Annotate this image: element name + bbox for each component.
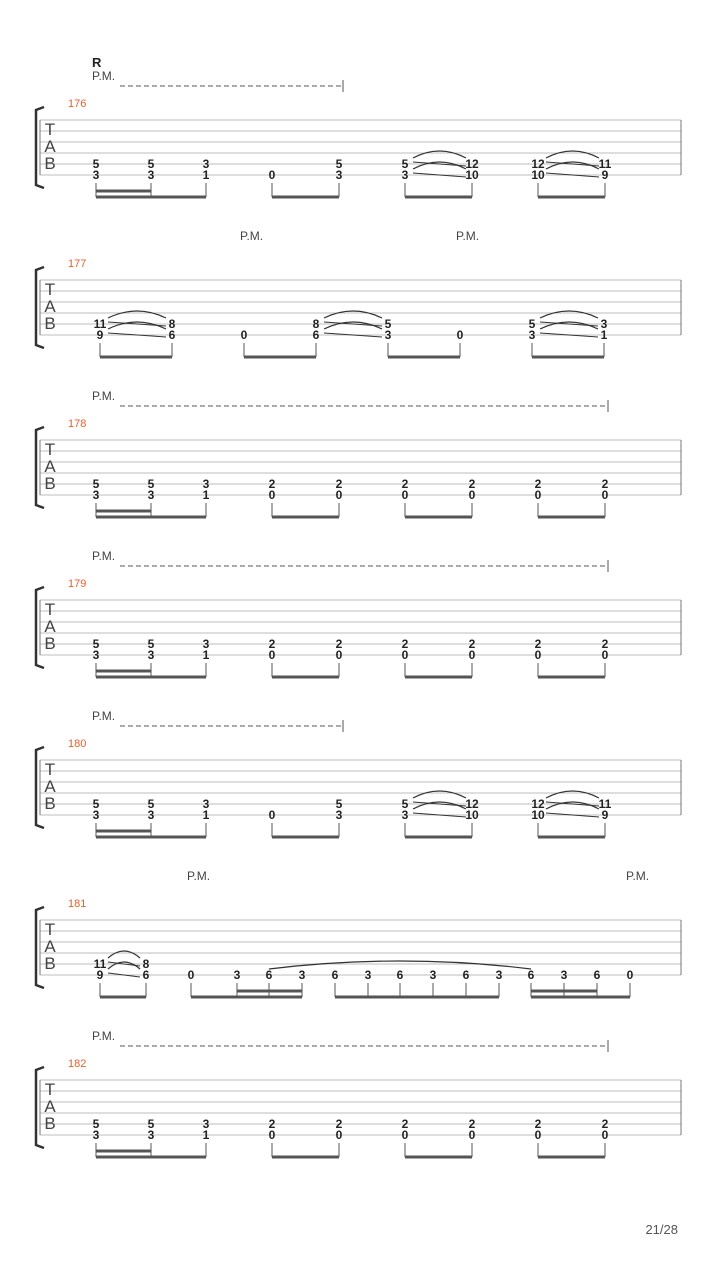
fret-number: 3 [202,477,210,491]
fret-number: 2 [601,637,609,651]
fret-number: 6 [265,968,273,982]
tab-clef-letter: B [44,634,56,653]
fret-number: 3 [401,168,409,182]
fret-number: 2 [401,477,409,491]
fret-number: 0 [456,328,464,342]
fret-number: 0 [468,488,476,502]
fret-number: 3 [335,808,343,822]
fret-number: 5 [92,477,100,491]
measure-number: 182 [68,1058,87,1070]
slur-arc [546,791,599,798]
tab-clef-letter: A [44,617,56,636]
fret-number: 0 [268,168,276,182]
palm-mute-label: P.M. [456,229,480,243]
palm-mute-label: P.M. [92,549,116,563]
fret-number: 5 [147,1117,155,1131]
fret-number: 12 [465,797,479,811]
fret-number: 3 [560,968,568,982]
fret-number: 1 [202,808,210,822]
palm-mute-label: P.M. [92,69,116,83]
fret-number: 3 [495,968,503,982]
fret-number: 6 [527,968,535,982]
fret-number: 3 [202,157,210,171]
fret-number: 11 [93,317,107,331]
fret-number: 5 [401,797,409,811]
palm-mute-label: P.M. [92,1029,116,1043]
measure-number: 181 [68,898,87,910]
fret-number: 6 [142,968,150,982]
fret-number: 0 [187,968,195,982]
fret-number: 0 [468,1128,476,1142]
fret-number: 1 [202,168,210,182]
fret-number: 3 [298,968,306,982]
fret-number: 5 [92,637,100,651]
palm-mute-label: P.M. [92,709,116,723]
palm-mute-label: P.M. [240,229,264,243]
fret-number: 2 [268,1117,276,1131]
fret-number: 3 [429,968,437,982]
fret-number: 3 [147,488,155,502]
fret-number: 3 [401,808,409,822]
tab-clef-letter: T [44,280,56,299]
fret-number: 3 [147,648,155,662]
fret-number: 3 [233,968,241,982]
fret-number: 0 [601,488,609,502]
fret-number: 3 [600,317,608,331]
tab-clef-letter: B [44,794,56,813]
fret-number: 3 [92,168,100,182]
fret-number: 12 [531,797,545,811]
fret-number: 8 [168,317,176,331]
tab-clef-letter: T [44,920,56,939]
fret-number: 10 [531,808,545,822]
tab-clef-letter: B [44,154,56,173]
measure-number: 179 [68,578,87,590]
fret-number: 0 [401,648,409,662]
fret-number: 0 [268,1128,276,1142]
fret-number: 6 [462,968,470,982]
fret-number: 3 [92,648,100,662]
fret-number: 2 [401,1117,409,1131]
fret-number: 5 [92,1117,100,1131]
fret-number: 3 [528,328,536,342]
palm-mute-label: P.M. [626,869,650,883]
tab-clef-letter: B [44,954,56,973]
fret-number: 3 [364,968,372,982]
tab-clef-letter: A [44,937,56,956]
fret-number: 3 [92,808,100,822]
fret-number: 3 [202,797,210,811]
fret-number: 1 [202,648,210,662]
fret-number: 3 [202,637,210,651]
fret-number: 2 [468,637,476,651]
fret-number: 2 [534,477,542,491]
fret-number: 0 [401,1128,409,1142]
fret-number: 10 [531,168,545,182]
tab-clef-letter: A [44,297,56,316]
fret-number: 0 [268,808,276,822]
fret-number: 2 [601,1117,609,1131]
fret-number: 2 [401,637,409,651]
fret-number: 5 [401,157,409,171]
slur-arc [540,311,598,318]
slur-arc [108,951,140,958]
slur-arc [546,151,599,158]
fret-number: 0 [534,648,542,662]
fret-number: 3 [92,1128,100,1142]
fret-number: 5 [147,797,155,811]
fret-number: 5 [147,637,155,651]
fret-number: 2 [468,477,476,491]
fret-number: 10 [465,168,479,182]
measure-number: 180 [68,738,87,750]
section-marker: R [92,55,102,70]
palm-mute-label: P.M. [187,869,211,883]
fret-number: 0 [601,1128,609,1142]
fret-number: 9 [601,808,609,822]
fret-number: 3 [202,1117,210,1131]
fret-number: 2 [268,477,276,491]
fret-number: 3 [384,328,392,342]
fret-number: 9 [96,328,104,342]
fret-number: 2 [468,1117,476,1131]
slur-arc [413,791,466,798]
fret-number: 0 [601,648,609,662]
fret-number: 11 [598,157,612,171]
fret-number: 6 [396,968,404,982]
fret-number: 9 [601,168,609,182]
fret-number: 5 [92,157,100,171]
page-number: 21/28 [645,1222,678,1237]
fret-number: 0 [268,648,276,662]
slur-arc [324,311,382,318]
fret-number: 6 [593,968,601,982]
tab-clef-letter: A [44,137,56,156]
tab-clef-letter: T [44,1080,56,1099]
fret-number: 5 [147,477,155,491]
fret-number: 2 [534,1117,542,1131]
slur-arc [108,311,166,318]
measure-number: 178 [68,418,87,430]
fret-number: 11 [598,797,612,811]
fret-number: 2 [534,637,542,651]
fret-number: 0 [626,968,634,982]
tab-clef-letter: B [44,314,56,333]
fret-number: 3 [335,168,343,182]
fret-number: 3 [147,808,155,822]
tab-clef-letter: A [44,457,56,476]
fret-number: 9 [96,968,104,982]
tab-clef-letter: T [44,120,56,139]
fret-number: 12 [531,157,545,171]
fret-number: 0 [335,648,343,662]
fret-number: 6 [312,328,320,342]
fret-number: 12 [465,157,479,171]
fret-number: 6 [331,968,339,982]
fret-number: 0 [268,488,276,502]
fret-number: 1 [202,1128,210,1142]
fret-number: 5 [384,317,392,331]
fret-number: 5 [147,157,155,171]
fret-number: 5 [528,317,536,331]
fret-number: 5 [335,797,343,811]
fret-number: 5 [335,157,343,171]
fret-number: 0 [401,488,409,502]
tab-clef-letter: B [44,1114,56,1133]
fret-number: 2 [601,477,609,491]
tab-clef-letter: T [44,760,56,779]
fret-number: 8 [312,317,320,331]
fret-number: 0 [534,488,542,502]
fret-number: 0 [468,648,476,662]
tab-clef-letter: B [44,474,56,493]
fret-number: 0 [335,488,343,502]
measure-number: 177 [68,258,87,270]
fret-number: 6 [168,328,176,342]
fret-number: 0 [335,1128,343,1142]
palm-mute-label: P.M. [92,389,116,403]
fret-number: 0 [240,328,248,342]
fret-number: 3 [92,488,100,502]
fret-number: 3 [147,168,155,182]
tab-clef-letter: A [44,777,56,796]
fret-number: 2 [335,1117,343,1131]
fret-number: 1 [600,328,608,342]
fret-number: 0 [534,1128,542,1142]
tab-clef-letter: T [44,440,56,459]
slur-arc [413,151,466,158]
fret-number: 2 [268,637,276,651]
fret-number: 3 [147,1128,155,1142]
tab-clef-letter: T [44,600,56,619]
fret-number: 5 [92,797,100,811]
tab-clef-letter: A [44,1097,56,1116]
fret-number: 2 [335,477,343,491]
fret-number: 10 [465,808,479,822]
fret-number: 1 [202,488,210,502]
fret-number: 2 [335,637,343,651]
fret-number: 11 [93,957,107,971]
measure-number: 176 [68,98,87,110]
fret-number: 8 [142,957,150,971]
